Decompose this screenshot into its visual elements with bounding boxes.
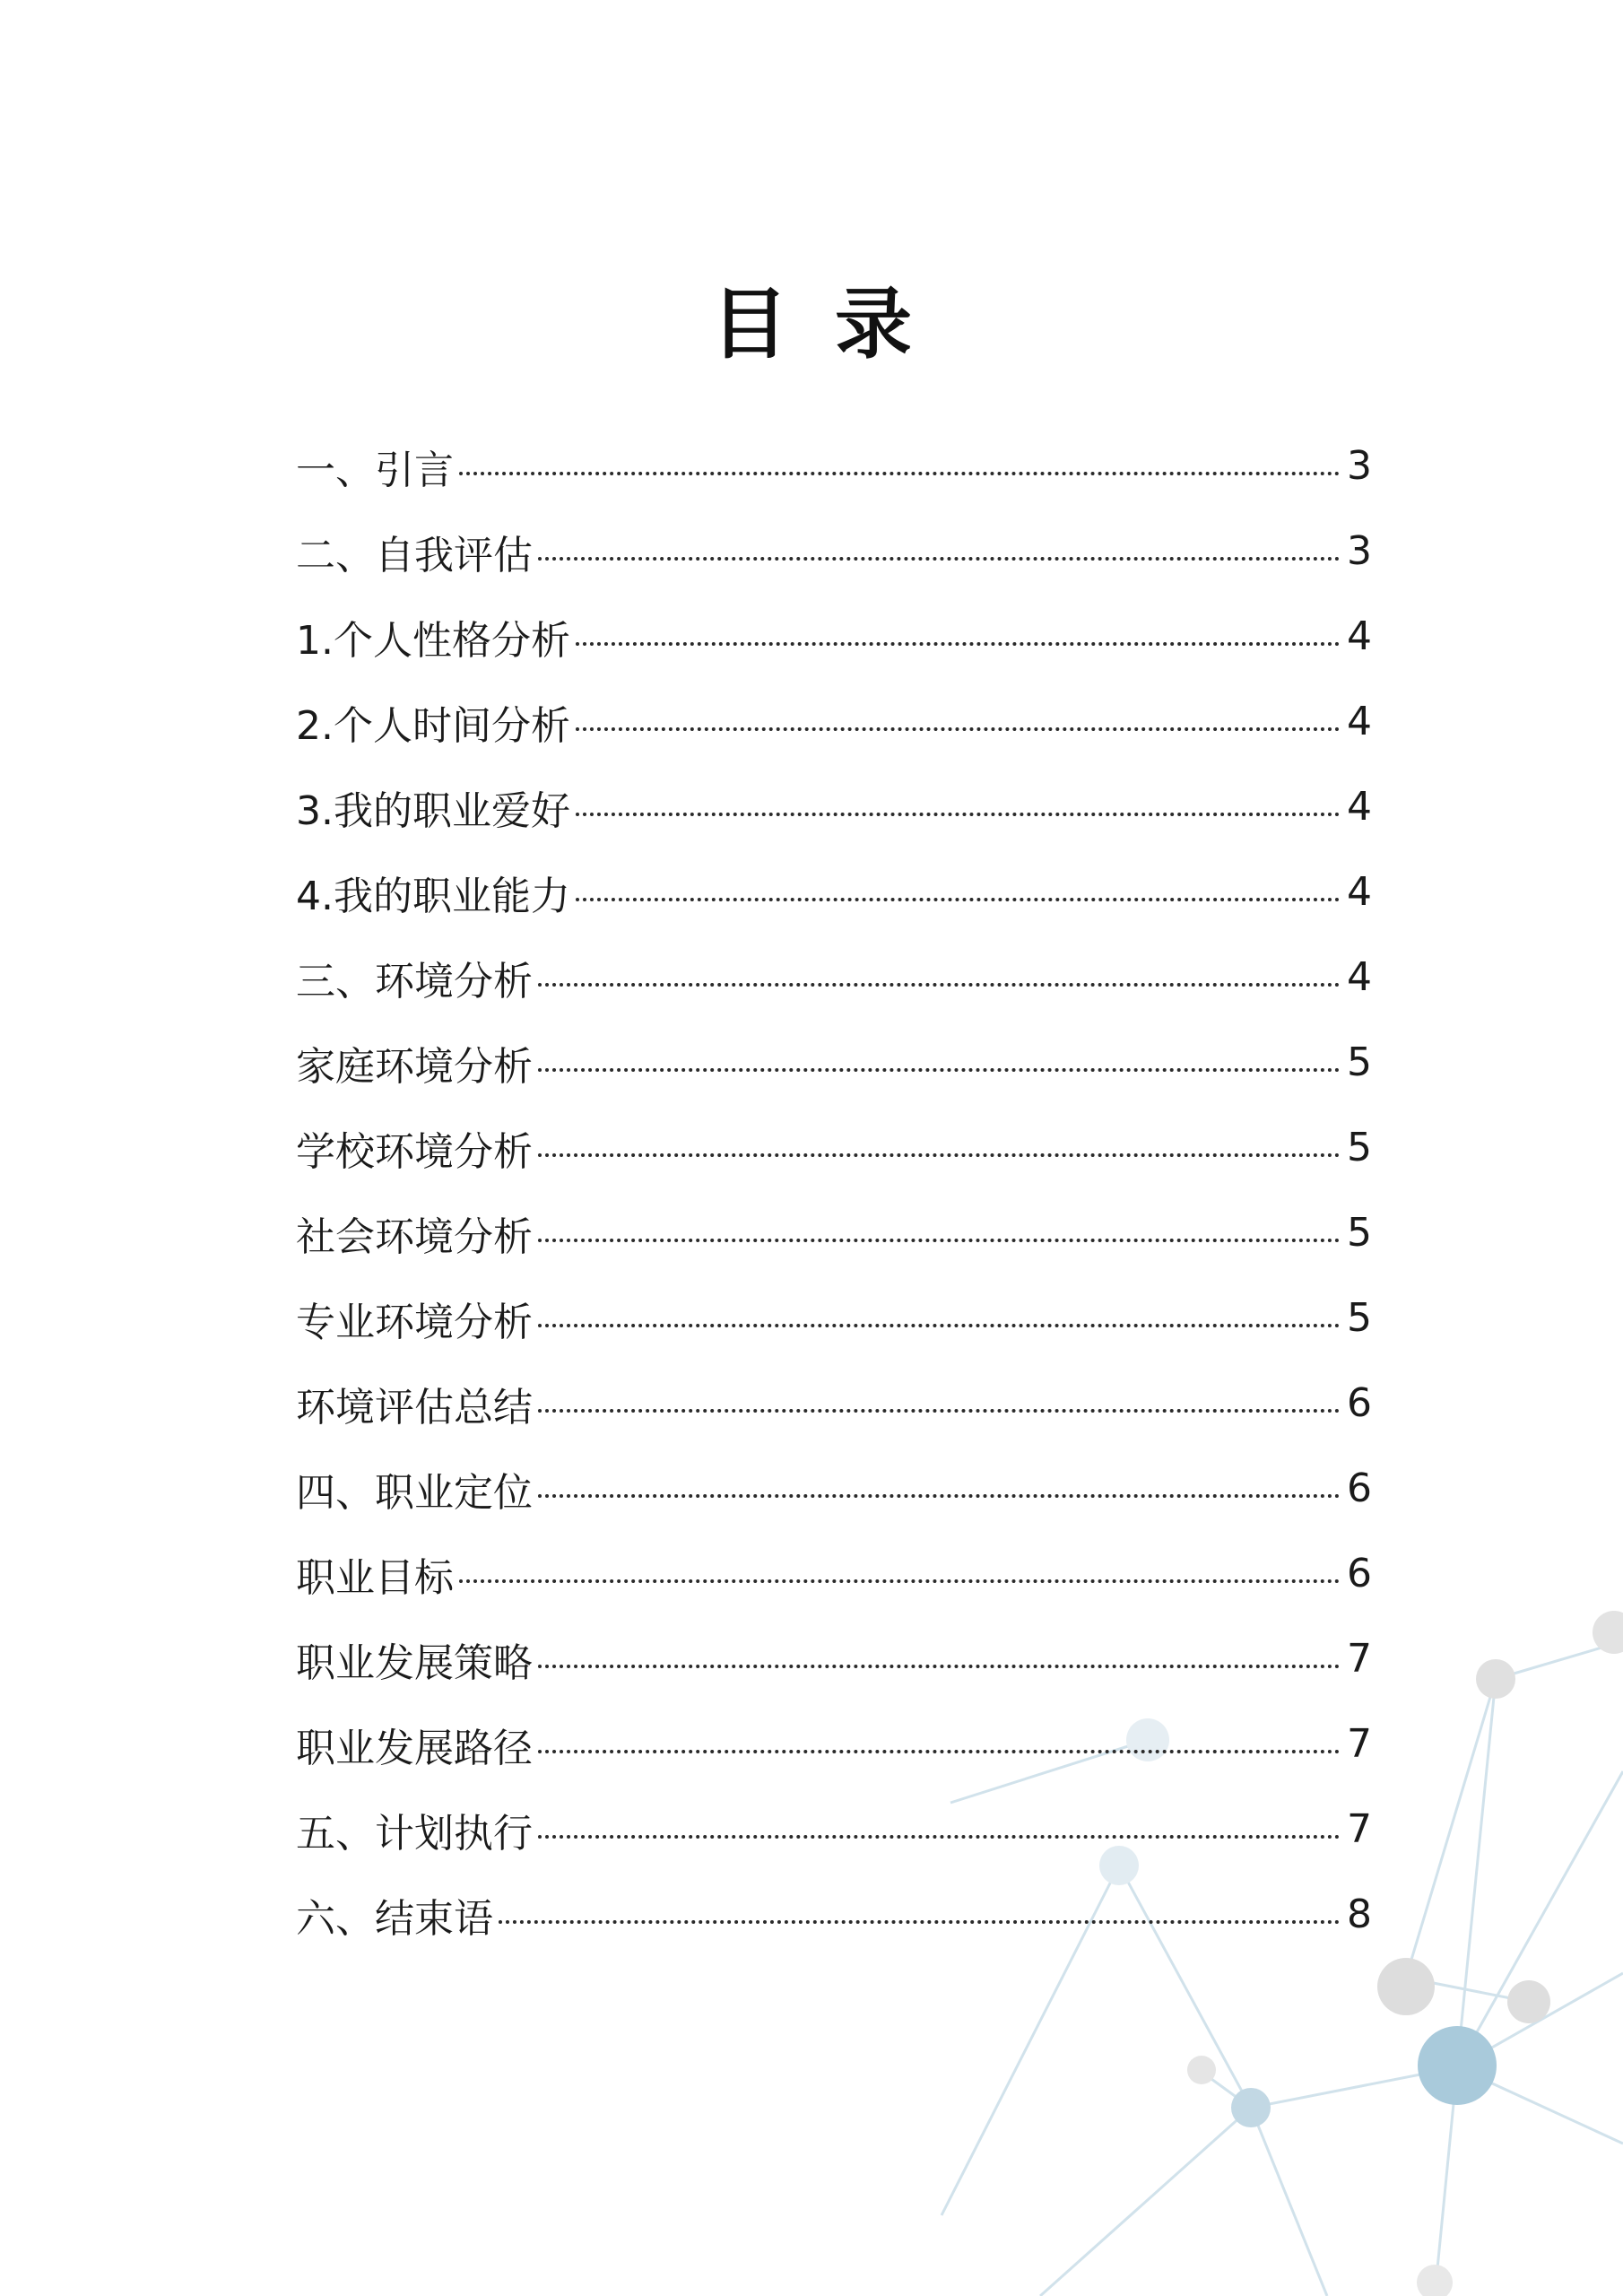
toc-dot-leader <box>538 1153 1340 1157</box>
table-of-contents <box>296 423 1372 1957</box>
toc-entry-label: 家庭环境分析 <box>296 1043 533 1090</box>
toc-entry-page: 3 <box>1347 443 1372 489</box>
toc-entry[interactable] <box>296 1020 1372 1105</box>
toc-dot-leader <box>538 983 1340 987</box>
toc-dot-leader <box>538 1835 1340 1839</box>
toc-entry-label: 五、计划执行 <box>296 1810 533 1857</box>
toc-entry[interactable] <box>296 764 1372 849</box>
toc-entry-label: 六、结束语 <box>296 1895 493 1942</box>
network-node <box>1377 1958 1435 2015</box>
toc-entry[interactable] <box>296 1531 1372 1616</box>
toc-entry-page: 5 <box>1347 1295 1372 1341</box>
toc-entry[interactable] <box>296 423 1372 509</box>
toc-entry-page: 5 <box>1347 1125 1372 1170</box>
toc-entry-label: 学校环境分析 <box>296 1128 533 1175</box>
toc-entry-page: 4 <box>1347 954 1372 1000</box>
toc-entry[interactable] <box>296 1361 1372 1446</box>
network-node <box>1417 2265 1453 2296</box>
toc-entry-page: 6 <box>1347 1380 1372 1426</box>
toc-entry-page: 5 <box>1347 1039 1372 1085</box>
toc-entry-page: 4 <box>1347 784 1372 830</box>
toc-entry[interactable] <box>296 1701 1372 1787</box>
toc-entry-page: 6 <box>1347 1465 1372 1511</box>
toc-entry-label: 职业发展策略 <box>296 1639 533 1686</box>
toc-entry-page: 3 <box>1347 528 1372 574</box>
toc-dot-leader <box>538 1750 1340 1753</box>
toc-entry[interactable] <box>296 1446 1372 1531</box>
toc-dot-leader <box>538 1494 1340 1498</box>
title-char-1: 目 <box>711 280 788 370</box>
toc-entry-label: 3.我的职业爱好 <box>296 787 570 834</box>
network-node <box>1507 1980 1550 2023</box>
toc-entry-label: 4.我的职业能力 <box>296 873 570 919</box>
network-line <box>1406 1679 1496 1978</box>
title-char-2: 录 <box>835 280 912 370</box>
toc-entry[interactable] <box>296 1787 1372 1872</box>
toc-entry-label: 一、引言 <box>296 447 454 493</box>
toc-dot-leader <box>538 1324 1340 1327</box>
toc-entry[interactable] <box>296 1105 1372 1190</box>
toc-entry[interactable] <box>296 849 1372 935</box>
toc-entry-page: 5 <box>1347 1210 1372 1256</box>
toc-entry-page: 4 <box>1347 869 1372 915</box>
toc-entry-label: 四、职业定位 <box>296 1469 533 1516</box>
toc-dot-leader <box>538 1665 1340 1668</box>
toc-entry[interactable] <box>296 1190 1372 1275</box>
toc-entry-page: 6 <box>1347 1551 1372 1596</box>
toc-entry-label: 三、环境分析 <box>296 958 533 1004</box>
toc-dot-leader <box>576 898 1340 901</box>
toc-entry-page: 7 <box>1347 1636 1372 1682</box>
toc-entry[interactable] <box>296 1872 1372 1957</box>
toc-dot-leader <box>576 642 1340 646</box>
toc-entry-page: 4 <box>1347 699 1372 744</box>
toc-entry-page: 4 <box>1347 613 1372 659</box>
network-node <box>1593 1611 1623 1654</box>
toc-entry-label: 二、自我评估 <box>296 532 533 578</box>
toc-dot-leader <box>538 557 1340 561</box>
toc-dot-leader <box>459 1579 1340 1583</box>
toc-entry-label: 职业目标 <box>296 1554 454 1601</box>
toc-entry-label: 社会环境分析 <box>296 1213 533 1260</box>
page-title <box>0 262 1623 373</box>
toc-dot-leader <box>538 1239 1340 1242</box>
network-node <box>1231 2088 1271 2127</box>
toc-entry[interactable] <box>296 509 1372 594</box>
toc-entry-page: 7 <box>1347 1806 1372 1852</box>
network-line <box>1040 2108 1251 2296</box>
network-node <box>1418 2026 1497 2105</box>
network-node <box>1187 2056 1216 2084</box>
toc-entry[interactable] <box>296 1616 1372 1701</box>
toc-dot-leader <box>538 1068 1340 1072</box>
network-line <box>1251 2108 1327 2296</box>
toc-entry-label: 职业发展路径 <box>296 1725 533 1771</box>
toc-dot-leader <box>538 1409 1340 1413</box>
toc-dot-leader <box>576 813 1340 816</box>
toc-entry[interactable] <box>296 679 1372 764</box>
toc-entry[interactable] <box>296 594 1372 679</box>
toc-entry-label: 1.个人性格分析 <box>296 617 570 664</box>
toc-entry-page: 8 <box>1347 1892 1372 1937</box>
toc-entry-label: 2.个人时间分析 <box>296 702 570 749</box>
toc-dot-leader <box>576 727 1340 731</box>
toc-dot-leader <box>459 472 1340 475</box>
toc-entry[interactable] <box>296 935 1372 1020</box>
network-node <box>1476 1659 1515 1699</box>
toc-entry-label: 专业环境分析 <box>296 1299 533 1345</box>
toc-entry[interactable] <box>296 1275 1372 1361</box>
toc-dot-leader <box>499 1920 1340 1924</box>
toc-entry-page: 7 <box>1347 1721 1372 1767</box>
toc-entry-label: 环境评估总结 <box>296 1384 533 1431</box>
